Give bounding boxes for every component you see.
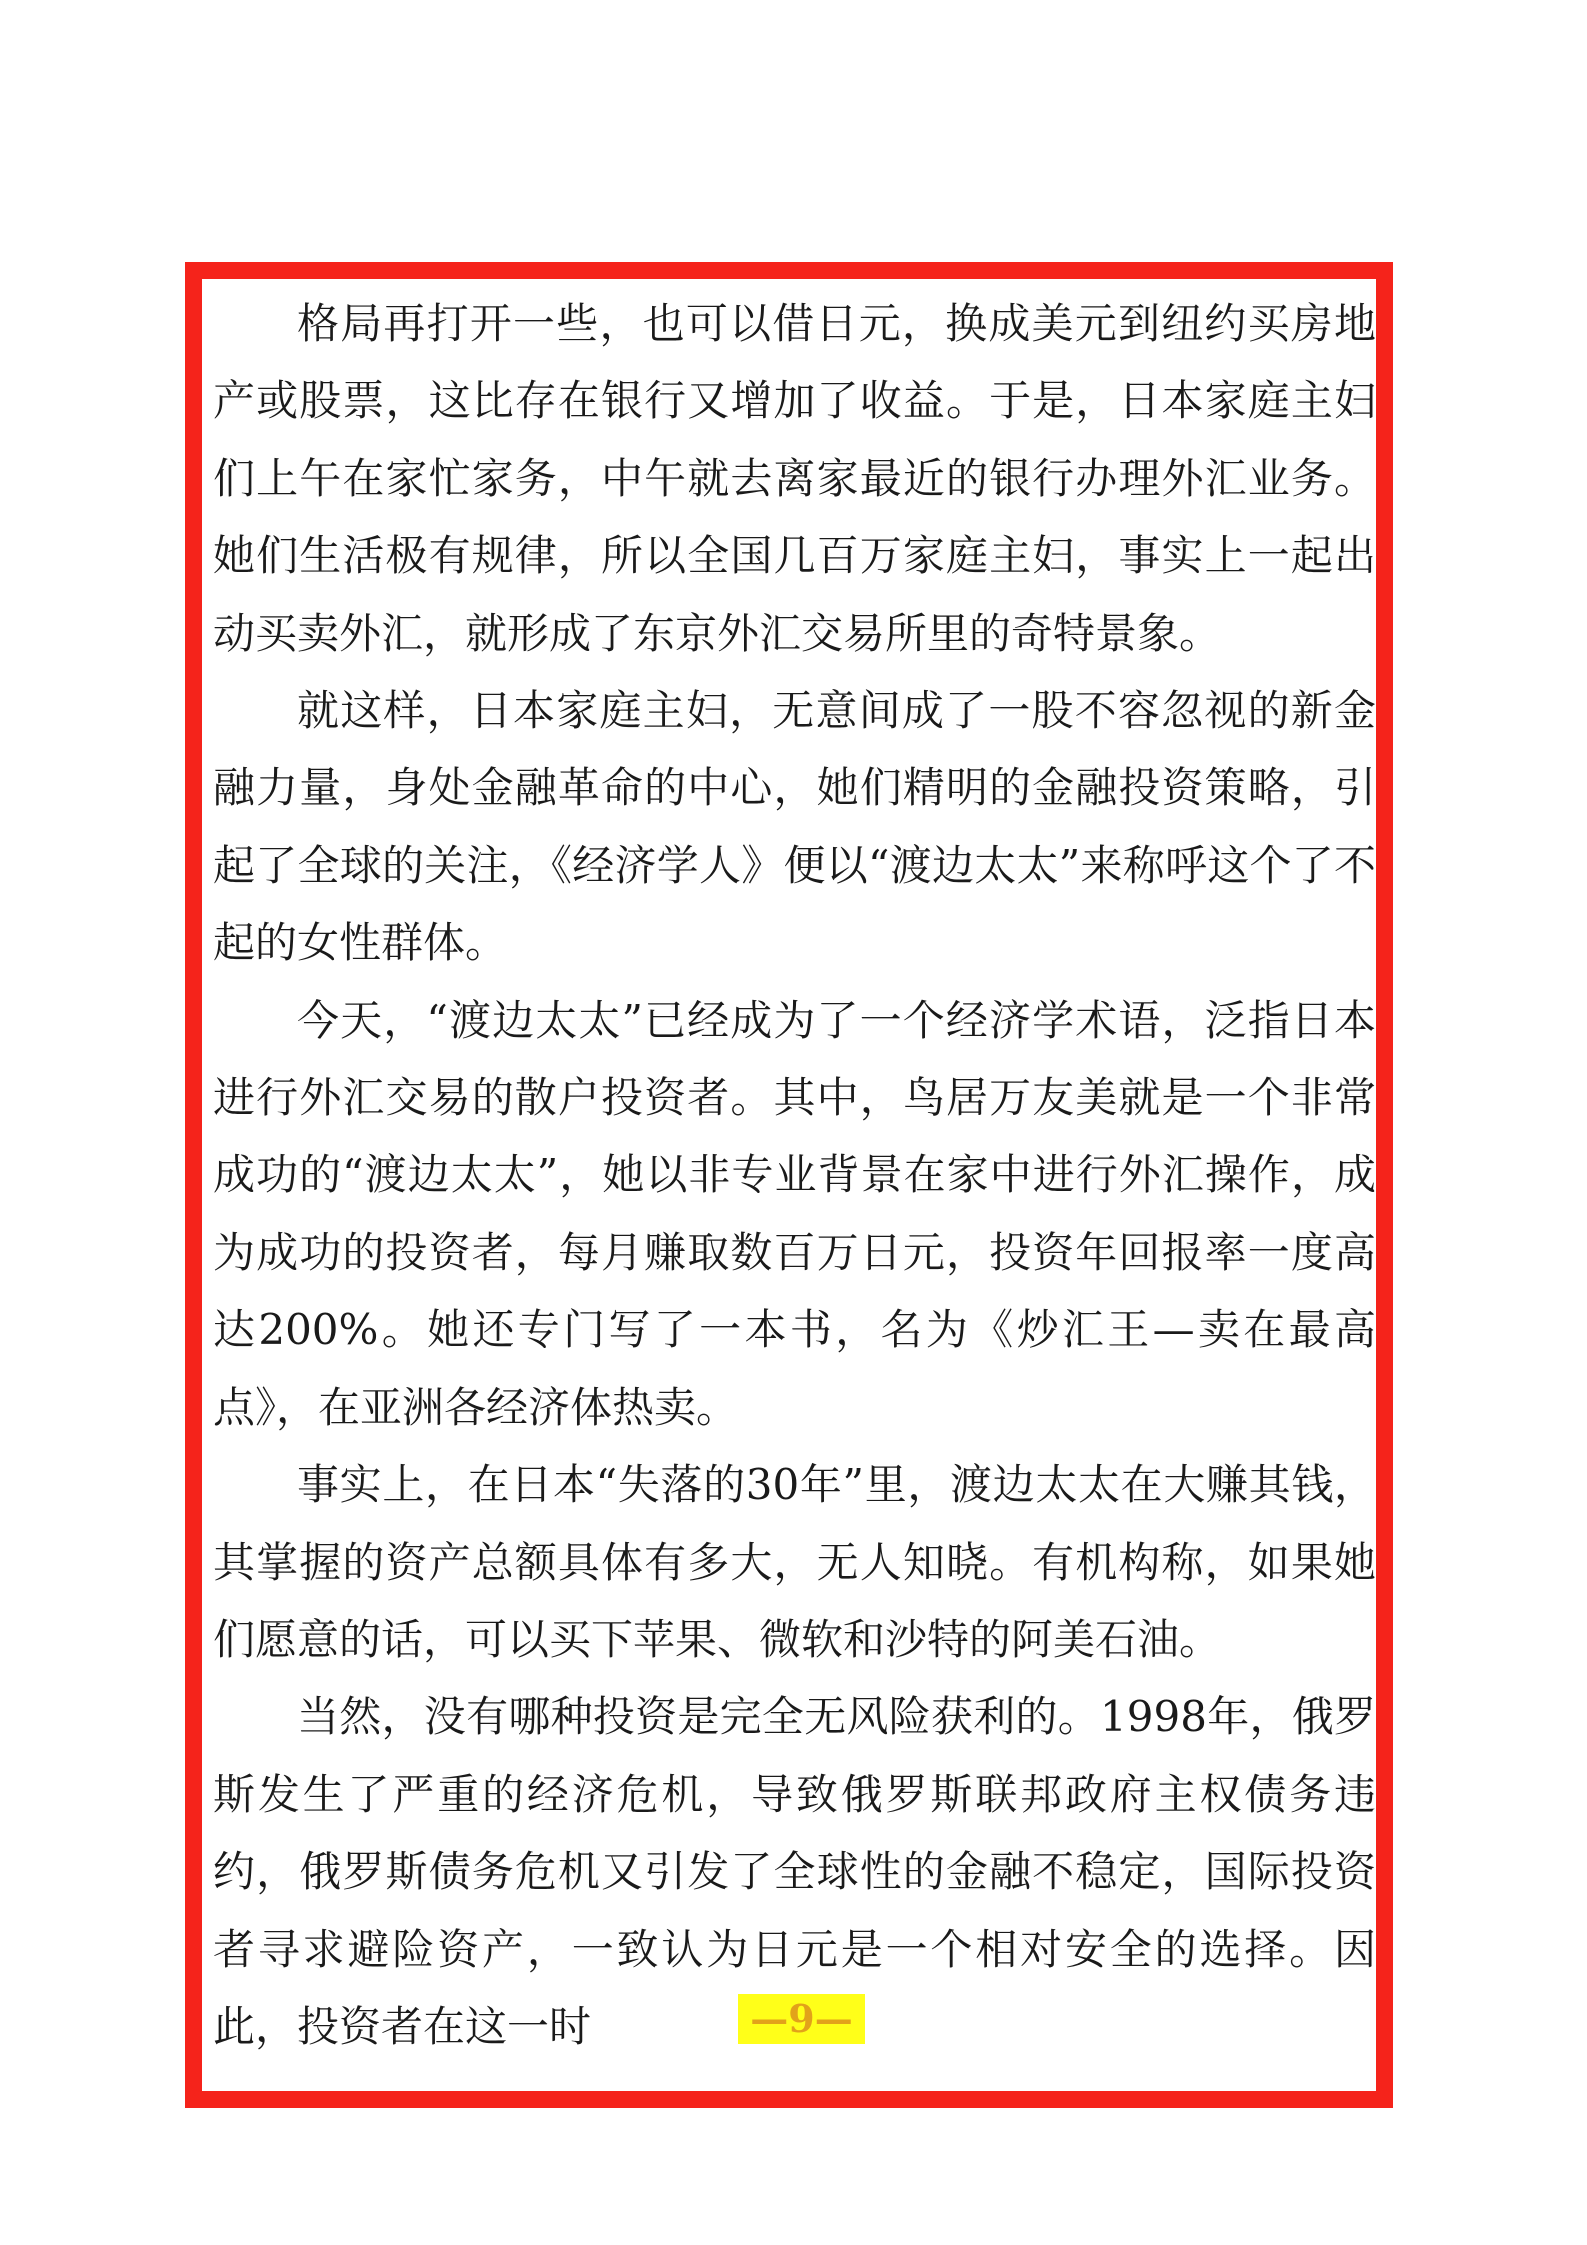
paragraph-4: 事实上，在日本“失落的30年”里，渡边太太在大赚其钱，其掌握的资产总额具体有多大，无人知晓。有机构称，如果她们愿意的话，可以买下苹果、微软和沙特的阿美石油。 xyxy=(213,1460,1376,1664)
body-text xyxy=(213,285,1376,2065)
paragraph-2: 就这样，日本家庭主妇，无意间成了一股不容忽视的新金融力量，身处金融革命的中心，她们精明的金融投资策略，引起了全球的关注，《经济学人》便以“渡边太太”来称呼这个了不起的女性群体。 xyxy=(213,686,1376,968)
page-number: —9— xyxy=(738,1994,865,2044)
paragraph-1: 格局再打开一些，也可以借日元，换成美元到纽约买房地产或股票，这比存在银行又增加了收益。于是，日本家庭主妇们上午在家忙家务，中午就去离家最近的银行办理外汇业务。她们生活极有规律，所以全国几百万家庭主妇，事实上一起出动买卖外汇，就形成了东京外汇交易所里的奇特景象。 xyxy=(213,299,1376,658)
paragraph-3: 今天，“渡边太太”已经成为了一个经济学术语，泛指日本进行外汇交易的散户投资者。其中，鸟居万友美就是一个非常成功的“渡边太太”，她以非专业背景在家中进行外汇操作，成为成功的投资者，每月赚取数百万日元，投资年回报率一度高达200%。她还专门写了一本书，名为《炒汇王—卖在最高点》，在亚洲各经济体热卖。 xyxy=(213,995,1376,1432)
paragraph-5: 当然，没有哪种投资是完全无风险获利的。1998年，俄罗斯发生了严重的经济危机，导致俄罗斯联邦政府主权债务违约，俄罗斯债务危机又引发了全球性的金融不稳定，国际投资者寻求避险资产，一致认为日元是一个相对安全的选择。因此，投资者在这一时 xyxy=(213,1692,1376,2051)
